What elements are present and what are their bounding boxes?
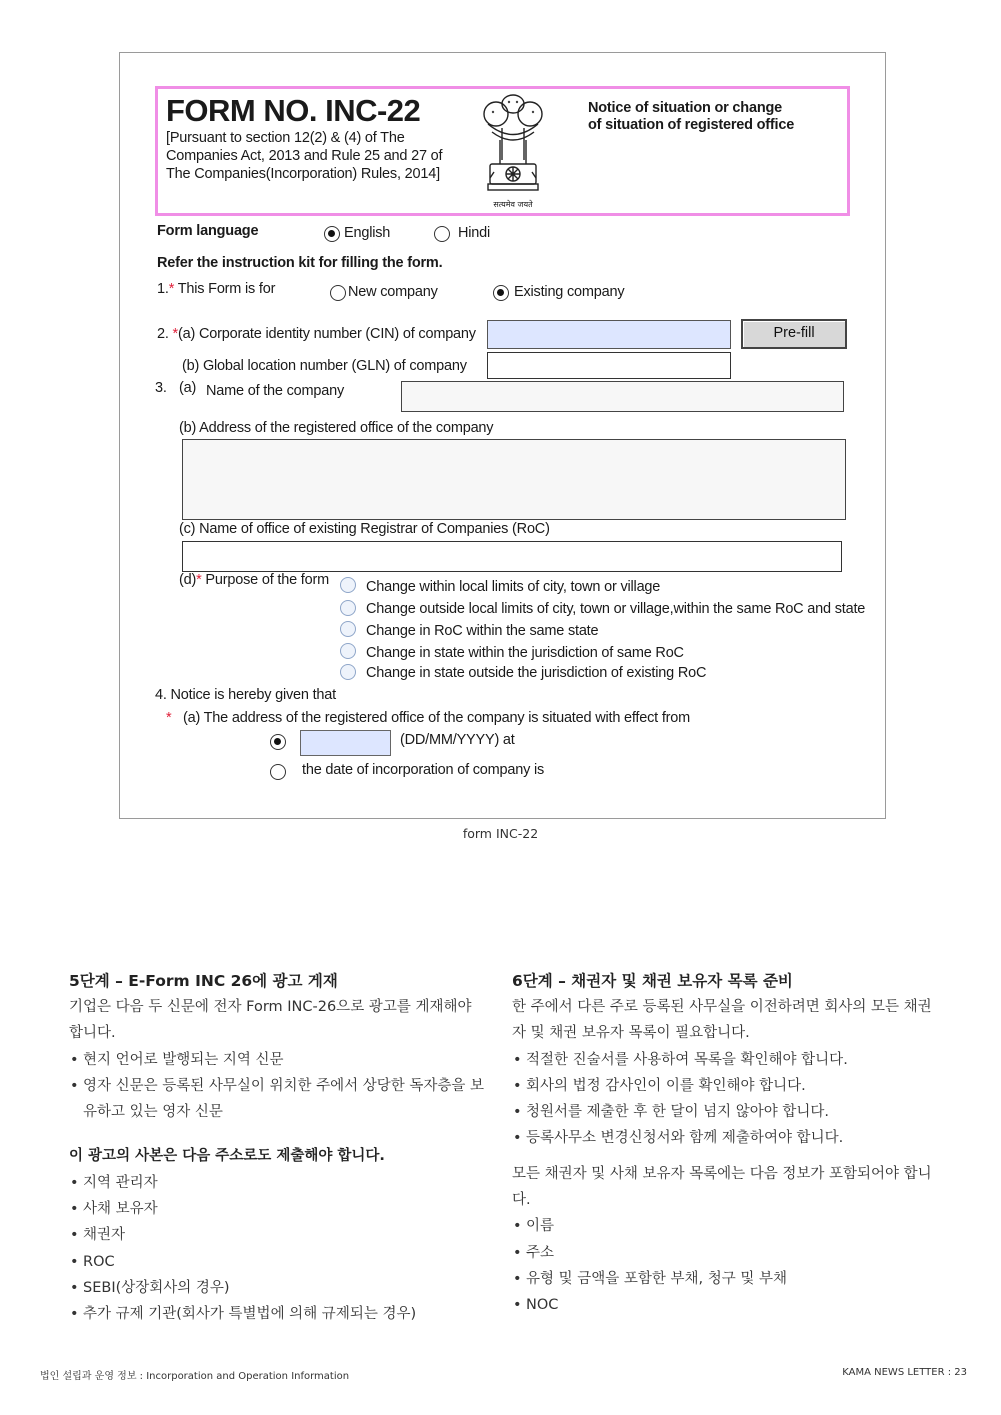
purpose-option-4: Change in state within the jurisdiction of same RoC bbox=[366, 645, 684, 661]
list-item: • 주소 bbox=[512, 1240, 932, 1266]
list-item: • 적절한 진술서를 사용하여 목록을 확인해야 합니다. bbox=[512, 1047, 932, 1073]
purpose-option-2: Change outside local limits of city, town or village,within the same RoC and state bbox=[366, 601, 866, 617]
list-item: • 사채 보유자 bbox=[69, 1196, 489, 1222]
company-name-input[interactable] bbox=[401, 381, 844, 412]
list-item: • 이름 bbox=[512, 1213, 932, 1239]
footer-page-number: KAMA NEWS LETTER : 23 bbox=[842, 1367, 967, 1378]
list-item: • 현지 언어로 발행되는 지역 신문 bbox=[69, 1047, 489, 1073]
new-company-radio[interactable] bbox=[330, 285, 346, 301]
step5-section bbox=[69, 968, 489, 1328]
form-inc22-image bbox=[119, 52, 886, 819]
cin-input[interactable] bbox=[487, 320, 731, 349]
list-item: • 회사의 법정 감사인이 이를 확인해야 합니다. bbox=[512, 1073, 932, 1099]
purpose-option-3: Change in RoC within the same state bbox=[366, 623, 599, 639]
existing-company-label: Existing company bbox=[514, 284, 625, 300]
list-item: • 채권자 bbox=[69, 1222, 489, 1248]
q2a-label: 2. *(a) Corporate identity number (CIN) of company bbox=[157, 326, 476, 342]
instruction-text: Refer the instruction kit for filling the form. bbox=[157, 255, 443, 271]
list-item: • 유형 및 금액을 포함한 부채, 청구 및 부채 bbox=[512, 1266, 932, 1292]
form-title: FORM NO. INC-22 bbox=[166, 93, 421, 128]
list-item: • 영자 신문은 등록된 사무실이 위치한 주에서 상당한 독자층을 보유하고 있는 영자 신문 bbox=[69, 1073, 489, 1126]
national-emblem-icon bbox=[478, 90, 548, 212]
list-item: • ROC bbox=[69, 1249, 489, 1275]
purpose-option-5: Change in state outside the jurisdiction of existing RoC bbox=[366, 665, 707, 681]
hindi-radio[interactable] bbox=[434, 226, 450, 242]
hindi-label: Hindi bbox=[458, 225, 491, 241]
registered-address-input[interactable] bbox=[182, 439, 846, 520]
list-item: • 추가 규제 기관(회사가 특별법에 의해 규제되는 경우) bbox=[69, 1301, 489, 1327]
effective-date-radio[interactable] bbox=[270, 734, 286, 750]
purpose-radio-3[interactable] bbox=[340, 621, 356, 637]
purpose-radio-2[interactable] bbox=[340, 600, 356, 616]
q3-number: 3. bbox=[155, 380, 167, 396]
purpose-option-1: Change within local limits of city, town or village bbox=[366, 579, 661, 595]
q3b-label: (b) Address of the registered office of the company bbox=[179, 420, 494, 436]
purpose-radio-5[interactable] bbox=[340, 664, 356, 680]
step5-subheading: 이 광고의 사본은 다음 주소로도 제출해야 합니다. bbox=[69, 1148, 385, 1165]
existing-company-radio[interactable] bbox=[493, 285, 509, 301]
english-label: English bbox=[344, 225, 391, 241]
list-item: • 청원서를 제출한 후 한 달이 넘지 않아야 합니다. bbox=[512, 1099, 932, 1125]
q2b-label: (b) Global location number (GLN) of company bbox=[182, 358, 467, 374]
figure-caption: form INC-22 bbox=[462, 826, 539, 841]
form-pursuant-text: [Pursuant to section 12(2) & (4) of The Companies Act, 2013 and Rule 25 and 27 of The Companies(Incorporation) Rules, 2014] bbox=[166, 130, 443, 182]
step6-intro: 한 주에서 다른 주로 등록된 사무실을 이전하려면 회사의 모든 채권자 및 채권 보유자 목록이 필요합니다. bbox=[512, 999, 932, 1042]
q4-label: 4. Notice is hereby given that bbox=[155, 687, 336, 703]
gln-input[interactable] bbox=[487, 352, 731, 379]
form-language-label: Form language bbox=[157, 223, 259, 239]
list-item: • 지역 관리자 bbox=[69, 1170, 489, 1196]
step5-sub-bullets bbox=[69, 1170, 489, 1328]
prefill-button[interactable]: Pre-fill bbox=[741, 319, 847, 349]
list-item: • SEBI(상장회사의 경우) bbox=[69, 1275, 489, 1301]
q3a-tag: (a) bbox=[179, 380, 197, 396]
form-header bbox=[155, 86, 850, 216]
form-notice-title: Notice of situation or change of situation of registered office bbox=[588, 100, 795, 133]
new-company-label: New company bbox=[348, 284, 438, 300]
list-item: • 등록사무소 변경신청서와 함께 제출하여야 합니다. bbox=[512, 1125, 932, 1151]
footer-section-title: 법인 설립과 운영 정보 : Incorporation and Operation Information bbox=[40, 1371, 350, 1382]
purpose-radio-1[interactable] bbox=[340, 577, 356, 593]
step5-intro: 기업은 다음 두 신문에 전자 Form INC-26으로 광고를 게재해야 합니다. bbox=[69, 999, 472, 1042]
step6-sub-bullets bbox=[512, 1213, 932, 1318]
purpose-radio-4[interactable] bbox=[340, 643, 356, 659]
q1-label: 1.* This Form is for bbox=[157, 281, 276, 297]
step6-section bbox=[512, 968, 932, 1319]
emblem-caption: सत्यमेव जयते bbox=[493, 200, 533, 209]
q3a-label: Name of the company bbox=[206, 383, 345, 399]
q3c-label: (c) Name of office of existing Registrar of Companies (RoC) bbox=[179, 521, 550, 537]
roc-office-input[interactable] bbox=[182, 541, 842, 572]
step5-heading: 5단계 – E-Form INC 26에 광고 게재 bbox=[69, 972, 338, 990]
step6-bullets bbox=[512, 1047, 932, 1152]
list-item: • NOC bbox=[512, 1292, 932, 1318]
q3d-label: (d)* Purpose of the form bbox=[179, 572, 329, 588]
effective-date-input[interactable] bbox=[300, 730, 391, 756]
step6-heading: 6단계 – 채권자 및 채권 보유자 목록 준비 bbox=[512, 972, 793, 990]
q4a-label: * (a) The address of the registered office of the company is situated with effect from bbox=[166, 710, 691, 726]
incorporation-option-label: the date of incorporation of company is bbox=[302, 762, 545, 778]
date-hint: (DD/MM/YYYY) at bbox=[400, 732, 515, 748]
english-radio[interactable] bbox=[324, 226, 340, 242]
step6-para2: 모든 채권자 및 사채 보유자 목록에는 다음 정보가 포함되어야 합니다. bbox=[512, 1165, 932, 1209]
step5-bullets bbox=[69, 1047, 489, 1126]
incorporation-date-radio[interactable] bbox=[270, 764, 286, 780]
